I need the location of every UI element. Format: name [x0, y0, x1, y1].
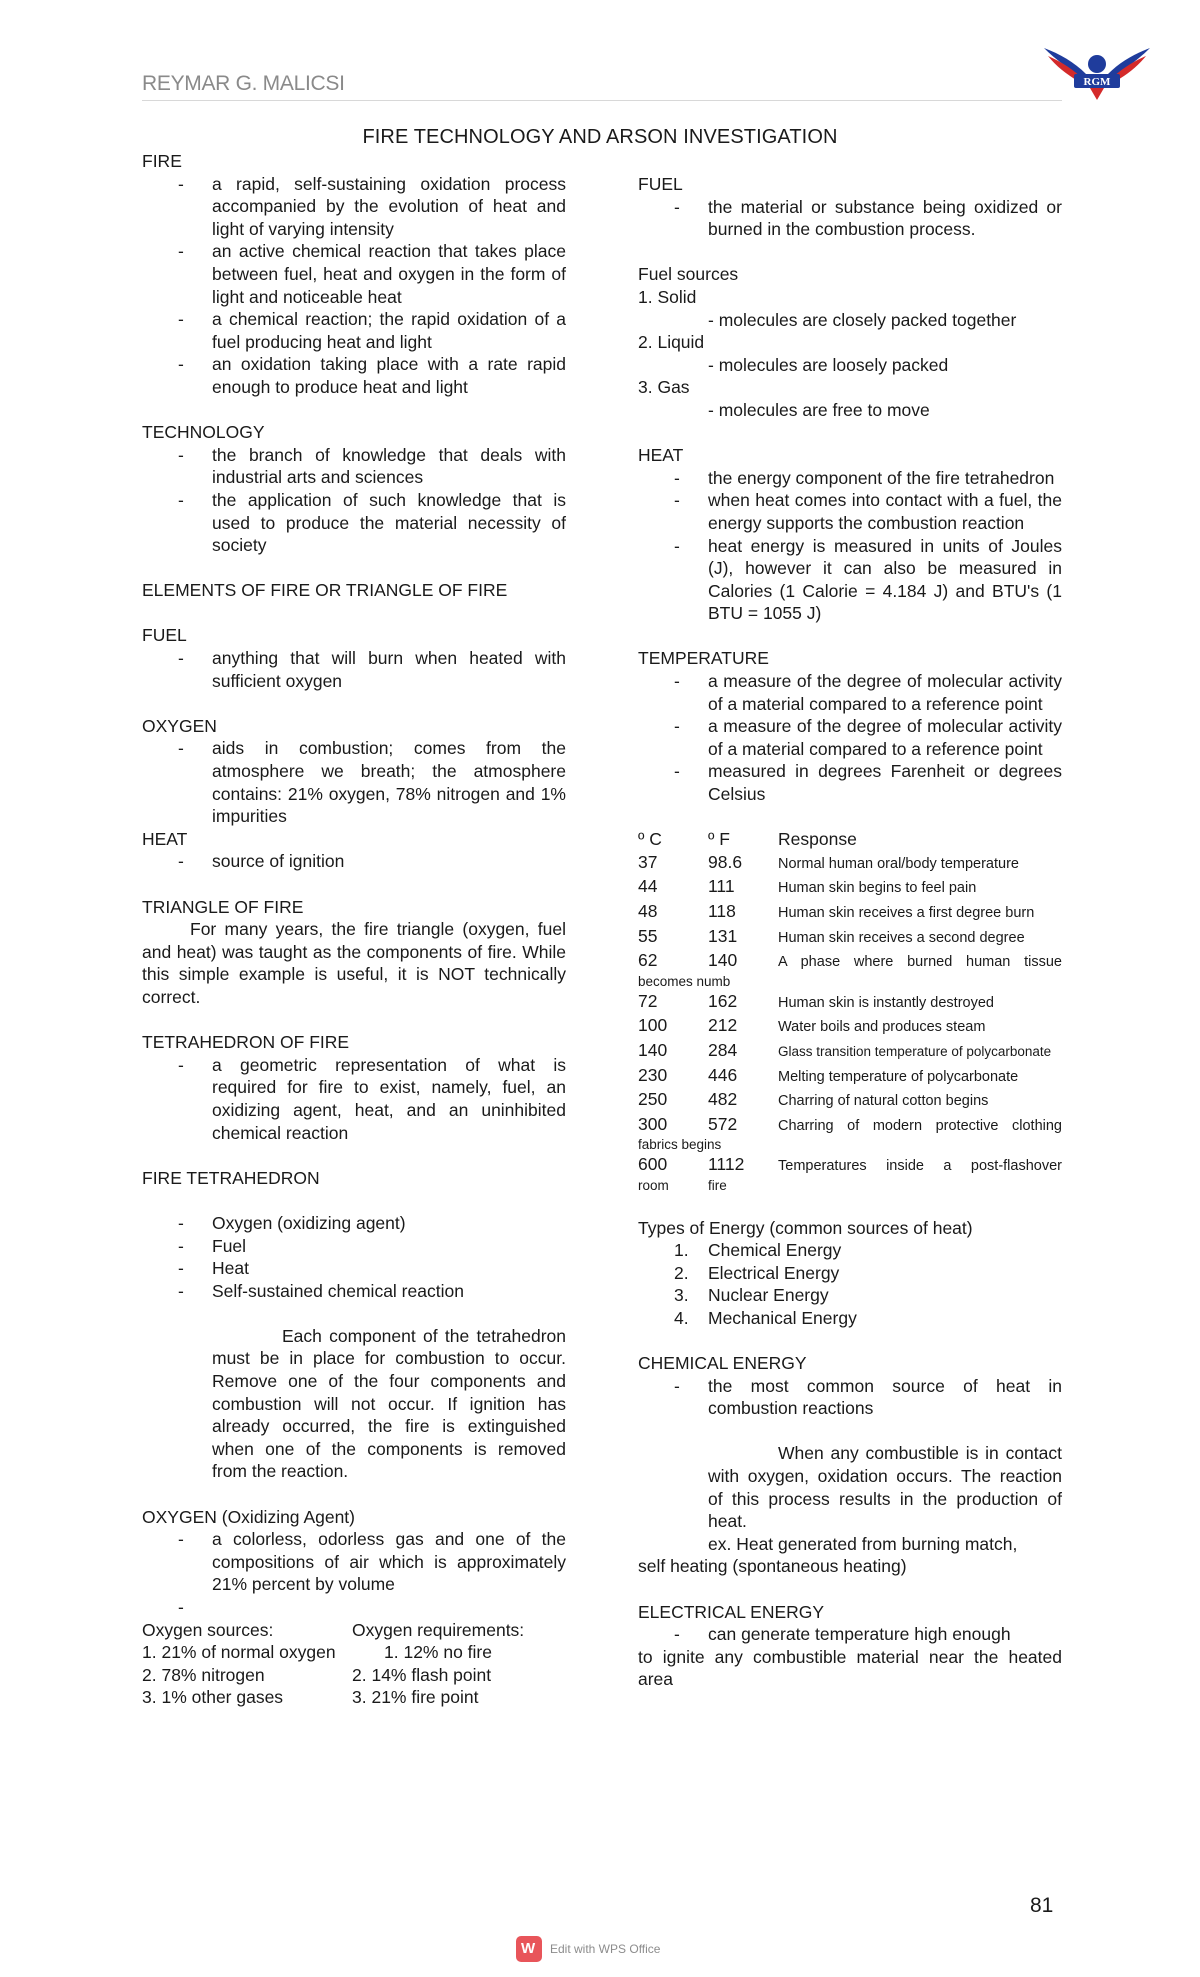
- response-value: A phase where burned human tissue: [778, 954, 1062, 971]
- oxygen-definition: - aids in combustion; comes from the atmosphere we breath; the atmosphere contains: 21% oxygen, 78% nitrogen and 1% impurities: [142, 737, 566, 827]
- electrical-energy-heading: ELECTRICAL ENERGY: [638, 1601, 825, 1622]
- oxygen-requirement: 1. 12% no fire: [384, 1642, 492, 1663]
- response-value: Human skin begins to feel pain: [778, 880, 977, 897]
- table-row: [638, 851, 1062, 876]
- fahrenheit-value: 111: [708, 876, 735, 897]
- oxygen-row: [142, 1641, 566, 1664]
- celsius-continuation: room: [638, 1177, 669, 1193]
- oxygen-row: [142, 1686, 566, 1709]
- heat-item-3: - heat energy is measured in units of Joules (J), however it can also be measured in Calories (1 Calorie = 4.184 J) and BTU's (1 BTU = 1055 J): [638, 535, 1062, 625]
- oxygen-requirement: 2. 14% flash point: [352, 1664, 492, 1685]
- oxygen-requirement: 3. 21% fire point: [352, 1687, 479, 1708]
- fahrenheit-value: 98.6: [708, 851, 743, 872]
- technology-definition-2: - the application of such knowledge that is used to produce the material necessity of society: [142, 489, 566, 557]
- tetrahedron-of-fire-heading: TETRAHEDRON OF FIRE: [142, 1032, 350, 1053]
- celsius-value: 100: [638, 1015, 668, 1036]
- table-row: [638, 875, 1062, 900]
- response-value: Melting temperature of polycarbonate: [778, 1068, 1019, 1085]
- fahrenheit-value: 140: [708, 950, 738, 971]
- energy-type-number: 3.: [674, 1285, 689, 1306]
- response-value: Normal human oral/body temperature: [778, 855, 1019, 872]
- right-column: [638, 173, 1062, 1691]
- fire-tetrahedron-heading: FIRE TETRAHEDRON: [142, 1167, 320, 1188]
- fahrenheit-value: 446: [708, 1064, 738, 1085]
- oxygen-row: [142, 1664, 566, 1687]
- table-row-continuation: [638, 1137, 1062, 1153]
- chemical-energy-paragraph: When any combustible is in contact with oxygen, oxidation occurs. The reaction of this process results in the production of heat.: [708, 1443, 1062, 1532]
- energy-type-label: Mechanical Energy: [708, 1307, 857, 1328]
- response-value: Water boils and produces steam: [778, 1019, 986, 1036]
- tetrahedron-paragraph: Each component of the tetrahedron must be in place for combustion to occur. Remove one of the four components and combustion will not occur. If ignition has already occurred, the fire is extinguished when one of the components is removed from the reaction.: [212, 1325, 566, 1482]
- celsius-value: 230: [638, 1064, 668, 1085]
- celsius-value: 600: [638, 1154, 668, 1175]
- temperature-table-header: [638, 828, 1062, 851]
- wps-icon: [516, 1936, 542, 1962]
- table-row: [638, 1064, 1062, 1089]
- fire-definition-4: - an oxidation taking place with a rate rapid enough to produce heat and light: [142, 353, 566, 398]
- temperature-table: [638, 828, 1062, 1194]
- oxygen-source: 3. 1% other gases: [142, 1687, 284, 1708]
- response-continuation: becomes numb: [638, 973, 731, 989]
- fahrenheit-value: 118: [708, 901, 736, 921]
- response-header: Response: [778, 829, 857, 850]
- oxygen-sources-heading: Oxygen sources:: [142, 1619, 274, 1640]
- celsius-value: 55: [638, 925, 658, 946]
- chemical-energy-heading: CHEMICAL ENERGY: [638, 1353, 807, 1374]
- heat-item-2: - when heat comes into contact with a fuel, the energy supports the combustion reaction: [638, 489, 1062, 534]
- fire-definition-3: - a chemical reaction; the rapid oxidation of a fuel producing heat and light: [142, 308, 566, 353]
- oxygen-requirements-heading: Oxygen requirements:: [352, 1619, 525, 1640]
- energy-type-item: [638, 1239, 1062, 1262]
- celsius-value: 44: [638, 876, 658, 897]
- left-column: [142, 150, 566, 1709]
- response-value: Human skin receives a second degree: [778, 929, 1025, 946]
- rgm-logo-icon: [1040, 40, 1154, 104]
- tetrahedron-component-3: - Heat: [142, 1257, 566, 1280]
- table-row: [638, 990, 1062, 1015]
- celsius-value: 37: [638, 851, 658, 872]
- temperature-heading: TEMPERATURE: [638, 648, 769, 669]
- oxygen-heading: OXYGEN: [142, 715, 217, 736]
- table-row: [638, 1113, 1062, 1138]
- fuel-heading-right: FUEL: [638, 174, 683, 194]
- temperature-item-1: - a measure of the degree of molecular activity of a material compared to a reference point: [638, 670, 1062, 715]
- temperature-item-3: - measured in degrees Farenheit or degrees Celsius: [638, 760, 1062, 805]
- table-row: [638, 1088, 1062, 1113]
- table-row: [638, 1014, 1062, 1039]
- response-value: Charring of modern protective clothing: [778, 1117, 1062, 1134]
- elements-heading: ELEMENTS OF FIRE OR TRIANGLE OF FIRE: [142, 580, 508, 601]
- fuel-heading: FUEL: [142, 625, 187, 646]
- fahrenheit-value: 162: [708, 990, 738, 1011]
- chemical-energy-definition: - the most common source of heat in combustion reactions: [638, 1375, 1062, 1420]
- fahrenheit-value: 131: [708, 925, 738, 946]
- fuel-definition: - anything that will burn when heated with sufficient oxygen: [142, 647, 566, 692]
- celsius-value: 48: [638, 901, 658, 921]
- energy-type-item: [638, 1262, 1062, 1285]
- celsius-header: º C: [638, 829, 662, 850]
- fahrenheit-value: 482: [708, 1089, 738, 1110]
- electrical-energy-definition-cont: to ignite any combustible material near the heated area: [638, 1646, 1062, 1690]
- fahrenheit-value: 1112: [708, 1154, 745, 1175]
- response-value: Glass transition temperature of polycarbonate: [778, 1043, 1052, 1059]
- triangle-heading: TRIANGLE OF FIRE: [142, 896, 304, 917]
- fahrenheit-value: 572: [708, 1113, 738, 1134]
- empty-bullet: [142, 1596, 566, 1619]
- wps-label: Edit with WPS Office: [550, 1942, 661, 1956]
- energy-type-label: Electrical Energy: [708, 1262, 840, 1283]
- technology-heading: TECHNOLOGY: [142, 422, 265, 443]
- energy-types-heading: Types of Energy (common sources of heat): [638, 1217, 973, 1238]
- heat-heading: HEAT: [142, 828, 188, 849]
- author-name: REYMAR G. MALICSI: [142, 72, 345, 95]
- fuel-sources-heading: Fuel sources: [638, 264, 739, 285]
- energy-type-label: Chemical Energy: [708, 1240, 842, 1261]
- triangle-paragraph: For many years, the fire triangle (oxygen, fuel and heat) was taught as the components of fire. While this simple example is useful, it is NOT technically correct.: [142, 919, 566, 1007]
- logo-text: RGM: [1083, 76, 1111, 88]
- chemical-energy-example-cont: self heating (spontaneous heating): [638, 1556, 907, 1577]
- energy-type-number: 1.: [674, 1240, 689, 1261]
- chemical-energy-example: ex. Heat generated from burning match,: [708, 1533, 1018, 1554]
- page-number: 81: [1030, 1894, 1054, 1917]
- fuel-source-name: 3. Gas: [638, 377, 690, 398]
- fire-definition-2: - an active chemical reaction that takes place between fuel, heat and oxygen in the form of light and noticeable heat: [142, 240, 566, 308]
- document-title: FIRE TECHNOLOGY AND ARSON INVESTIGATION: [362, 126, 838, 148]
- temperature-item-2: - a measure of the degree of molecular activity of a material compared to a reference point: [638, 715, 1062, 760]
- response-value: Charring of natural cotton begins: [778, 1093, 989, 1110]
- fahrenheit-value: 284: [708, 1039, 738, 1060]
- oxidizing-agent-definition: - a colorless, odorless gas and one of the compositions of air which is approximately 21% percent by volume: [142, 1528, 566, 1596]
- fuel-source-desc: - molecules are closely packed together: [708, 309, 1017, 330]
- celsius-value: 250: [638, 1089, 668, 1110]
- oxygen-source: 2. 78% nitrogen: [142, 1664, 265, 1685]
- fuel-source-desc: - molecules are free to move: [708, 399, 930, 420]
- tetrahedron-definition: - a geometric representation of what is required for fire to exist, namely, fuel, an oxidizing agent, heat, and an uninhibited chemical reaction: [142, 1054, 566, 1144]
- fuel-definition-right: - the material or substance being oxidized or burned in the combustion process.: [638, 196, 1062, 241]
- response-value: Temperatures inside a post-flashover: [778, 1158, 1062, 1175]
- response-value: Human skin receives a first degree burn: [778, 905, 1035, 921]
- response-continuation: fabrics begins: [638, 1137, 722, 1153]
- technology-definition-1: - the branch of knowledge that deals with industrial arts and sciences: [142, 444, 566, 489]
- fuel-source-name: 2. Liquid: [638, 332, 705, 353]
- table-row: [638, 949, 1062, 974]
- heat-item-1: - the energy component of the fire tetrahedron: [638, 467, 1062, 490]
- fahrenheit-continuation: fire: [708, 1177, 727, 1193]
- tetrahedron-component-1: - Oxygen (oxidizing agent): [142, 1212, 566, 1235]
- celsius-value: 140: [638, 1039, 668, 1060]
- oxygen-source: 1. 21% of normal oxygen: [142, 1642, 336, 1663]
- response-value: Human skin is instantly destroyed: [778, 994, 994, 1011]
- celsius-value: 62: [638, 950, 658, 971]
- heat-heading-right: HEAT: [638, 445, 684, 466]
- oxygen-sources-header-row: [142, 1619, 566, 1642]
- table-row: [638, 1153, 1062, 1178]
- fuel-source-name: 1. Solid: [638, 286, 697, 307]
- heat-definition: - source of ignition: [142, 850, 566, 873]
- tetrahedron-component-4: - Self-sustained chemical reaction: [142, 1280, 566, 1303]
- electrical-energy-definition: - can generate temperature high enough: [638, 1623, 1062, 1646]
- energy-type-item: [638, 1307, 1062, 1330]
- fire-heading: FIRE: [142, 151, 182, 171]
- table-row: [638, 925, 1062, 950]
- table-row-continuation: [638, 974, 1062, 990]
- celsius-value: 72: [638, 990, 658, 1011]
- fahrenheit-header: º F: [708, 829, 730, 850]
- energy-type-item: [638, 1284, 1062, 1307]
- fuel-source-desc: - molecules are loosely packed: [708, 354, 949, 375]
- oxidizing-agent-heading: OXYGEN (Oxidizing Agent): [142, 1506, 355, 1527]
- energy-type-label: Nuclear Energy: [708, 1285, 829, 1306]
- energy-type-number: 2.: [674, 1262, 689, 1283]
- table-row: [638, 1039, 1062, 1064]
- celsius-value: 300: [638, 1113, 668, 1134]
- table-row: [638, 900, 1062, 925]
- wps-office-badge[interactable]: [516, 1936, 660, 1962]
- table-row-continuation: [638, 1178, 1062, 1194]
- fire-definition-1: - a rapid, self-sustaining oxidation process accompanied by the evolution of heat and light of varying intensity: [142, 173, 566, 241]
- header-divider: [142, 100, 1062, 101]
- tetrahedron-component-2: - Fuel: [142, 1235, 566, 1258]
- fahrenheit-value: 212: [708, 1015, 738, 1036]
- energy-type-number: 4.: [674, 1307, 689, 1328]
